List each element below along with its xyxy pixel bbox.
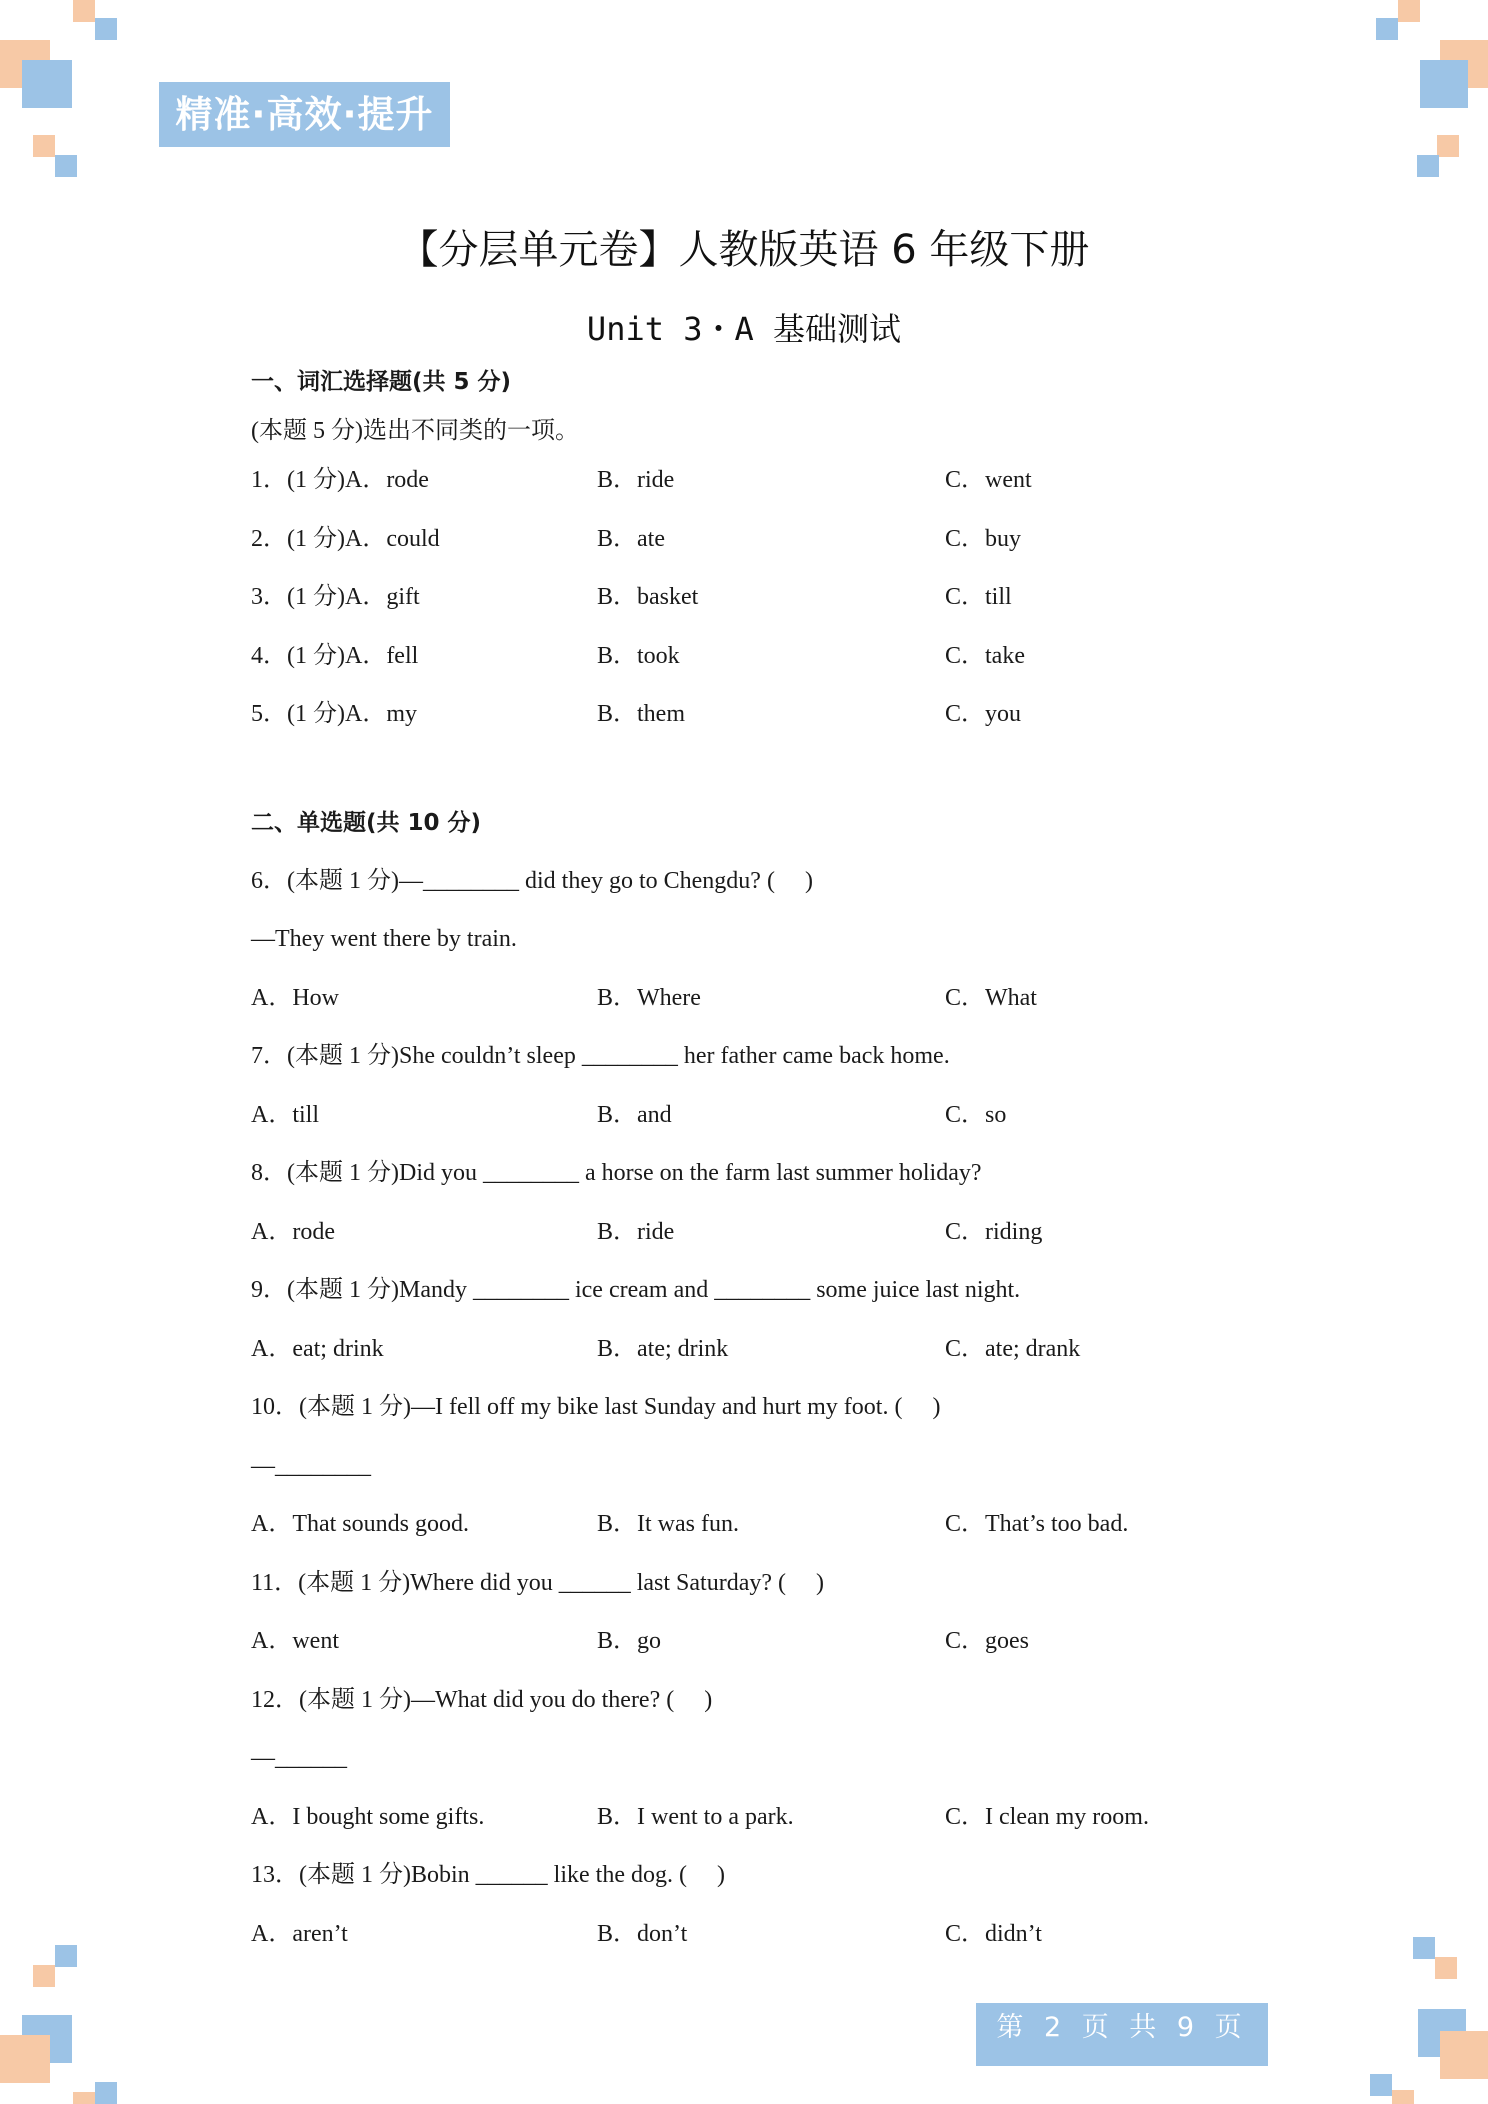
options-row [251,1788,1251,1847]
question-row [251,451,1251,510]
option-a: A．I bought some gifts. [251,1803,485,1830]
section-instruction: (本题 5 分)选出不同类的一项。 [251,418,579,444]
option-a: A．eat; drink [251,1335,384,1362]
question-row [251,627,1251,686]
option-a: A．went [251,1628,339,1654]
options-row [251,1320,1251,1379]
option-a: A．How [251,984,339,1011]
page-subtitle: Unit 3・A 基础测试 [586,310,902,348]
question-stem-reply [251,1437,1251,1496]
question-stem [251,1378,1251,1437]
question-stem-reply [251,910,1251,969]
options-row [251,969,1251,1028]
options-row [251,1612,1251,1671]
question-option-a: 2．(1 分)A．could [251,525,440,552]
brand-badge: 精准·高效·提升 [159,82,450,147]
option-c: C．I clean my room. [945,1803,1149,1830]
page-title: 【分层单元卷】人教版英语 6 年级下册 [398,227,1090,273]
question-text: —______ [251,1745,347,1771]
option-a: A．aren’t [251,1920,348,1947]
question-stem [251,1846,1251,1905]
options-row [251,1495,1251,1554]
option-a: A．till [251,1101,320,1128]
option-c: C．you [945,701,1022,727]
section-heading: 一、词汇选择题(共 5 分) [251,369,512,395]
option-a: A．That sounds good. [251,1511,469,1537]
option-b: B．ride [597,467,675,493]
question-option-a: 3．(1 分)A．gift [251,584,420,610]
option-c: C．so [945,1101,1007,1128]
question-option-a: 1．(1 分)A．rode [251,467,429,493]
page-number-badge: 第 2 页 共 9 页 [976,2003,1268,2066]
question-stem [251,1261,1251,1320]
question-text: 9．(本题 1 分)Mandy ________ ice cream and ________ some juice last night. [251,1277,1021,1303]
question-stem-reply [251,1729,1251,1788]
question-stem [251,1027,1251,1086]
exam-content [251,365,1251,1963]
question-text: 6．(本题 1 分)—________ did they go to Chengdu? ( ) [251,867,813,894]
option-b: B．Where [597,984,701,1011]
question-stem [251,1144,1251,1203]
question-text: 7．(本题 1 分)She couldn’t sleep ________ her father came back home. [251,1043,950,1069]
option-b: B．took [597,642,680,669]
option-b: B．and [597,1101,672,1128]
option-c: C．That’s too bad. [945,1511,1129,1537]
option-a: A．rode [251,1218,335,1245]
question-text: —________ [251,1452,371,1479]
question-row [251,510,1251,569]
option-c: C．ate; drank [945,1335,1081,1362]
options-row [251,1086,1251,1145]
option-b: B．basket [597,584,699,610]
question-stem [251,852,1251,911]
question-text: 11．(本题 1 分)Where did you ______ last Saturday? ( ) [251,1569,824,1596]
options-row [251,1203,1251,1262]
option-b: B．go [597,1628,662,1654]
option-b: B．It was fun. [597,1511,739,1537]
question-text: —They went there by train. [251,926,517,952]
option-c: C．What [945,984,1037,1011]
question-text: 10．(本题 1 分)—I fell off my bike last Sunday and hurt my foot. ( ) [251,1394,941,1420]
option-c: C．buy [945,525,1022,552]
option-b: B．don’t [597,1920,688,1947]
question-text: 8．(本题 1 分)Did you ________ a horse on the farm last summer holiday? [251,1160,982,1186]
question-text: 12．(本题 1 分)—What did you do there? ( ) [251,1686,713,1713]
question-row [251,568,1251,627]
option-b: B．I went to a park. [597,1803,794,1830]
question-row [251,685,1251,744]
option-c: C．take [945,642,1025,669]
option-c: C．went [945,467,1032,493]
question-stem [251,1671,1251,1730]
option-b: B．them [597,701,685,727]
option-c: C．goes [945,1628,1029,1654]
question-option-a: 4．(1 分)A．fell [251,642,419,669]
option-c: C．riding [945,1218,1043,1245]
option-b: B．ate [597,525,665,552]
question-option-a: 5．(1 分)A．my [251,701,417,727]
question-text: 13．(本题 1 分)Bobin ______ like the dog. ( ) [251,1862,725,1888]
section-heading: 二、单选题(共 10 分) [251,809,482,836]
option-b: B．ate; drink [597,1335,729,1362]
option-c: C．didn’t [945,1920,1042,1947]
question-stem [251,1554,1251,1613]
option-c: C．till [945,584,1012,610]
option-b: B．ride [597,1218,675,1245]
options-row [251,1905,1251,1964]
